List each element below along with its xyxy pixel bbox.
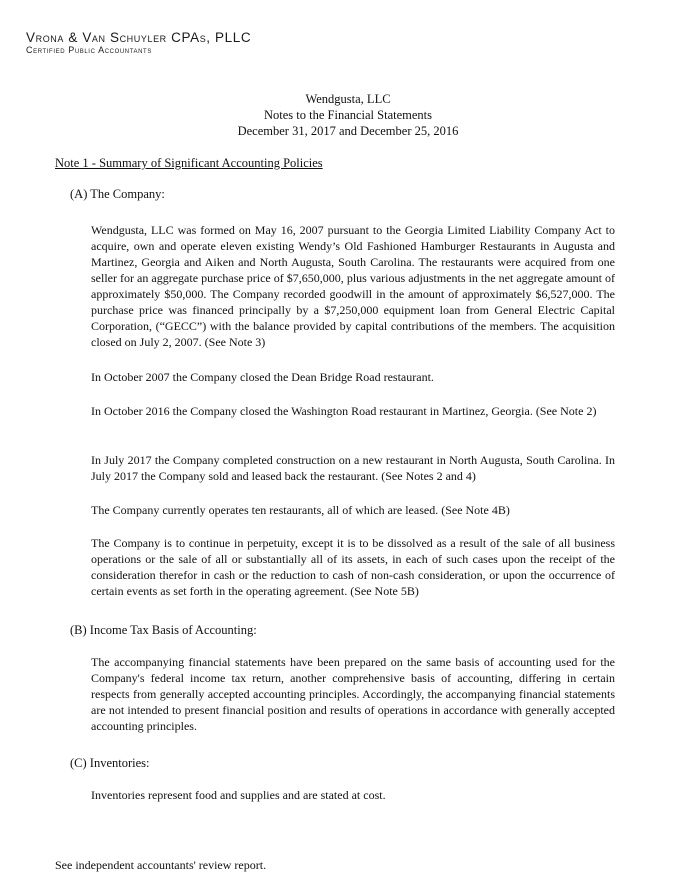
section-c-paragraph-1: Inventories represent food and supplies and are stated at cost.	[91, 788, 386, 802]
section-a-paragraph-5: The Company currently operates ten restaurants, all of which are leased. (See Note 4B)	[91, 503, 510, 517]
section-a-paragraph-1: Wendgusta, LLC was formed on May 16, 2007 pursuant to the Georgia Limited Liability Company Act to acquire, own and operate eleven existing Wendy’s Old Fashioned Hamburger Restaurants in Augusta and Martinez, Georgia and Aiken and North Augusta, South Carolina. The restaurants were acquired from one seller for an aggregate purchase price of $7,650,000, plus various adjustments in the net aggregate amount of approximately $50,000. The Company recorded goodwill in the amount of approximately $6,527,000. The purchase price was financed principally by a $7,250,000 equipment loan from General Electric Capital Corporation, (“GECC”) with the balance provided by capital contributions of the members. The acquisition closed on July 2, 2007. (See Note 3)	[91, 223, 615, 349]
section-b-heading: (B) Income Tax Basis of Accounting:	[70, 623, 257, 637]
section-a-paragraph-4: In July 2017 the Company completed construction on a new restaurant in North Augusta, South Carolina. In July 2017 the Company sold and leased back the restaurant. (See Notes 2 and 4)	[91, 453, 615, 483]
reporting-period: December 31, 2017 and December 25, 2016	[237, 124, 459, 138]
document-title: Notes to the Financial Statements	[263, 108, 433, 122]
section-b-paragraph-1: The accompanying financial statements have been prepared on the same basis of accounting used for the Company's federal income tax return, another comprehensive basis of accounting, differing in certain respects from generally accepted accounting principles. Accordingly, the accompanying financial statements are not intended to present financial position and results of operations in accordance with generally accepted accounting principles.	[91, 655, 615, 733]
document-header	[0, 91, 696, 139]
letterhead	[26, 30, 251, 56]
note-title: Note 1 - Summary of Significant Accounting Policies	[55, 156, 323, 170]
section-c-heading: (C) Inventories:	[70, 756, 150, 770]
firm-subtitle: Certified Public Accountants	[26, 45, 152, 55]
footer-note: See independent accountants' review report.	[55, 858, 267, 872]
company-name: Wendgusta, LLC	[305, 92, 391, 106]
section-a-paragraph-2: In October 2007 the Company closed the Dean Bridge Road restaurant.	[91, 370, 434, 384]
section-a-paragraph-6: The Company is to continue in perpetuity, except it is to be dissolved as a result of the sale of all business operations or the sale of all or substantially all of its assets, in each of such cases upon the receipt of the consideration therefor in cash or the reduction to cash of non-cash consideration, or upon the occurrence of certain events as set forth in the operating agreement. (See Note 5B)	[91, 536, 615, 598]
section-a-paragraph-3: In October 2016 the Company closed the Washington Road restaurant in Martinez, Georgia. (See Note 2)	[91, 404, 597, 418]
firm-name: Vrona & Van Schuyler CPAs, PLLC	[26, 30, 252, 45]
section-a-heading: (A) The Company:	[70, 187, 165, 201]
